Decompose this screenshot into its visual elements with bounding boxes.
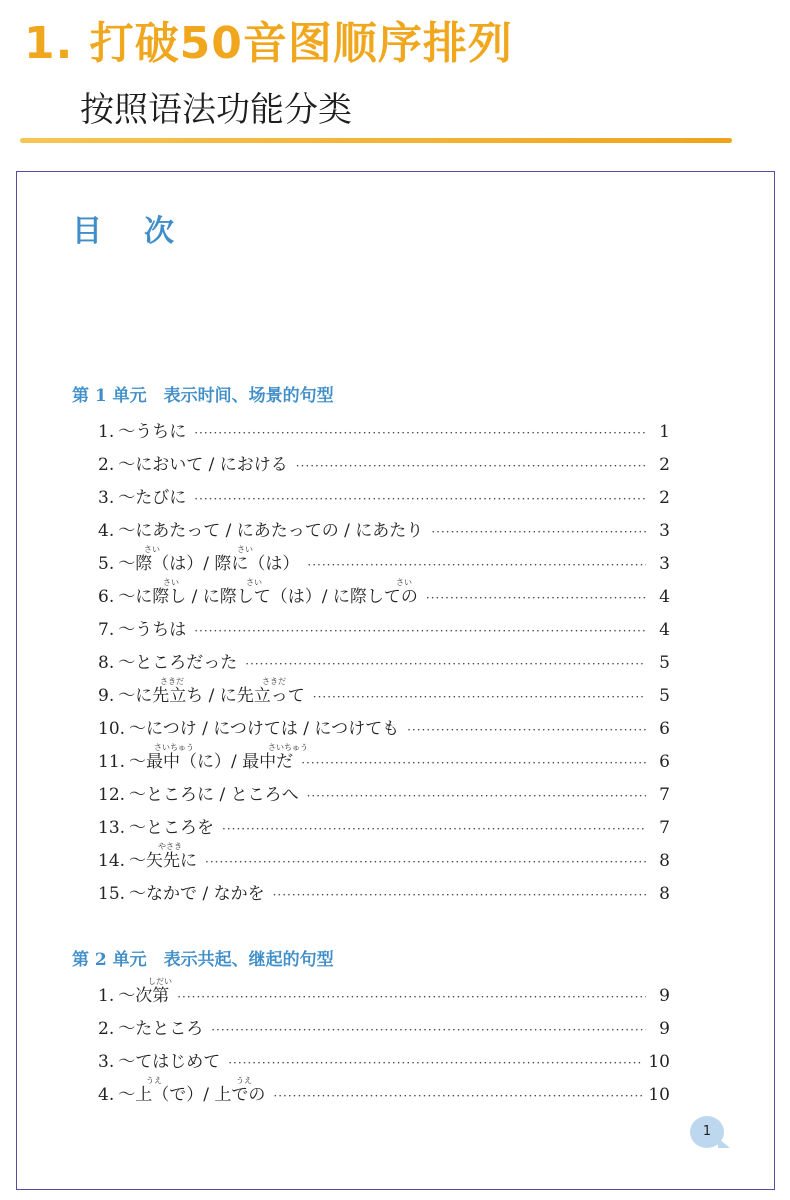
entry-page: 2 [659,488,670,508]
entry-number: 7. [98,620,115,640]
furigana-sai-4: さい [246,578,262,587]
entry-text: ～てはじめて [118,1052,221,1072]
leader-dots [205,852,646,872]
furigana-saichuu-1: さいちゅう [154,743,194,752]
furigana-sai-1: さい [144,545,160,554]
toc-entry[interactable] [98,714,670,740]
entry-text: ～うちは [118,620,187,640]
entry-text: ～ところを [129,818,215,838]
entry-text: ～にあたって / にあたっての / にあたり [118,521,424,541]
toc-entry[interactable] [98,582,670,608]
page-subtitle: 按照语法功能分类 [80,90,352,130]
toc-entry[interactable] [98,450,670,476]
entry-text: ～たところ [118,1019,204,1039]
entry-text: ～たびに [118,488,187,508]
entry-number: 4. [98,1085,115,1105]
leader-dots [211,1020,646,1040]
toc-entry[interactable] [98,981,670,1007]
entry-text: ～次第 [118,986,170,1006]
entry-number: 5. [98,554,115,574]
entry-page: 10 [648,1052,670,1072]
entry-page: 10 [648,1085,670,1105]
furigana-yasaki: やさき [158,842,182,851]
unit-2-heading: 第 2 单元 表示共起、继起的句型 [72,950,334,970]
entry-text: ～において / における [118,455,288,475]
entry-number: 3. [98,1052,115,1072]
furigana-sai-2: さい [237,545,253,554]
leader-dots [228,1053,642,1073]
furigana-ue-2: うえ [236,1076,252,1085]
entry-text: ～につけ / につけては / につけても [129,719,400,739]
leader-dots [296,456,646,476]
leader-dots [313,687,646,707]
entry-text: ～際（は）/ 際に（は） [118,554,300,574]
leader-dots [194,489,646,509]
entry-text: ～うちに [118,422,187,442]
entry-page: 9 [659,986,670,1006]
page-number-badge: 1 [690,1116,724,1148]
leader-dots [431,522,646,542]
toc-title: 目次 [72,214,216,249]
entry-number: 1. [98,986,115,1006]
entry-number: 14. [98,851,126,871]
leader-dots [245,654,646,674]
toc-entry[interactable] [98,780,670,806]
toc-entry[interactable] [98,648,670,674]
furigana-ue-1: うえ [146,1076,162,1085]
entry-text: ～に際し / に際して（は）/ に際しての [118,587,418,607]
toc-entry[interactable] [98,549,670,575]
leader-dots [222,819,646,839]
entry-text: ～最中（に）/ 最中だ [129,752,294,772]
entry-page: 8 [659,884,670,904]
entry-number: 11. [98,752,126,772]
entry-page: 1 [659,422,670,442]
leader-dots [273,1086,642,1106]
entry-number: 9. [98,686,115,706]
entry-text: ～ところに / ところへ [129,785,299,805]
orange-divider [20,138,732,143]
furigana-sai-3: さい [163,578,179,587]
entry-page: 9 [659,1019,670,1039]
furigana-shidai: しだい [148,977,172,986]
leader-dots [194,423,646,443]
leader-dots [426,588,646,608]
entry-text: ～なかで / なかを [129,884,265,904]
entry-text: ～ところだった [118,653,238,673]
entry-number: 4. [98,521,115,541]
toc-entry[interactable] [98,813,670,839]
toc-entry[interactable] [98,1047,670,1073]
entry-page: 2 [659,455,670,475]
entry-number: 10. [98,719,126,739]
leader-dots [194,621,646,641]
toc-entry[interactable] [98,1080,670,1106]
furigana-saichuu-2: さいちゅう [268,743,308,752]
leader-dots [273,885,646,905]
unit-1-heading: 第 1 单元 表示时间、场景的句型 [72,386,334,406]
leader-dots [407,720,646,740]
toc-entry[interactable] [98,1014,670,1040]
entry-page: 6 [659,752,670,772]
entry-number: 15. [98,884,126,904]
leader-dots [307,786,646,806]
leader-dots [177,987,646,1007]
entry-page: 4 [659,587,670,607]
entry-number: 2. [98,1019,115,1039]
leader-dots [307,555,646,575]
leader-dots [301,753,646,773]
entry-page: 5 [659,653,670,673]
entry-number: 12. [98,785,126,805]
entry-page: 6 [659,719,670,739]
toc-entry[interactable] [98,615,670,641]
toc-entry[interactable] [98,483,670,509]
entry-page: 5 [659,686,670,706]
entry-page: 8 [659,851,670,871]
toc-entry[interactable] [98,417,670,443]
furigana-sakida-2: さきだ [262,677,286,686]
entry-text: ～上（で）/ 上での [118,1085,266,1105]
toc-entry[interactable] [98,846,670,872]
entry-page: 4 [659,620,670,640]
entry-page: 3 [659,554,670,574]
entry-text: ～に先立ち / に先立って [118,686,305,706]
entry-page: 7 [659,818,670,838]
entry-page: 3 [659,521,670,541]
furigana-sakida-1: さきだ [160,677,184,686]
entry-number: 3. [98,488,115,508]
entry-text: ～矢先に [129,851,198,871]
entry-number: 1. [98,422,115,442]
entry-number: 2. [98,455,115,475]
furigana-sai-5: さい [396,578,412,587]
entry-number: 8. [98,653,115,673]
entry-number: 13. [98,818,126,838]
page-headline: 1. 打破50音图顺序排列 [24,18,513,69]
entry-number: 6. [98,587,115,607]
entry-page: 7 [659,785,670,805]
toc-entry[interactable] [98,879,670,905]
toc-entry[interactable] [98,516,670,542]
